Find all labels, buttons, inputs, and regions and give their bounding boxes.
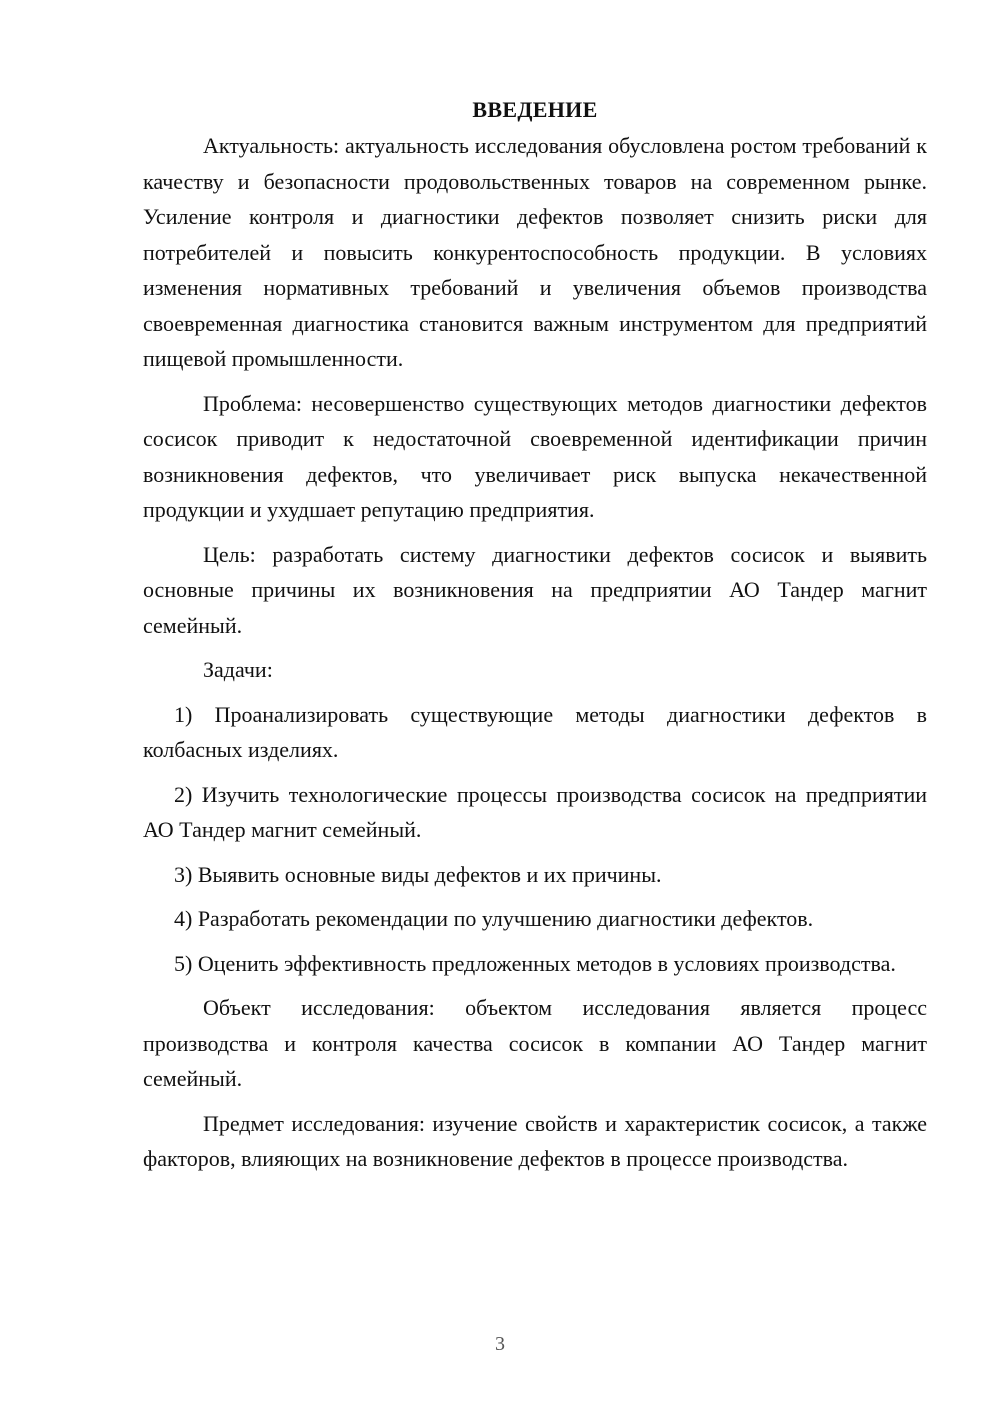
paragraph-subject: Предмет исследования: изучение свойств и характеристик сосисок, а также факторов, влияющих на возникновение дефектов в процессе производства. — [143, 1110, 927, 1171]
tasks-label: Задачи: — [203, 657, 273, 682]
page-number: 3 — [495, 1333, 505, 1355]
task-item-3: 3) Выявить основные виды дефектов и их причины. — [174, 861, 662, 887]
task-item-4: 4) Разработать рекомендации по улучшению диагностики дефектов. — [174, 906, 814, 931]
task-item-5: 5) Оценить эффективность предложенных методов в условиях производства. — [174, 950, 896, 976]
paragraph-relevance: Актуальность: актуальность исследования обусловлена ростом требований к качеству и безопасности продовольственных товаров на современном рынке. Усиление контроля и диагностики дефектов позволяет снизить риски для потребителей и повысить конкурентоспособность продукции. В условиях изменения нормативных требований и увеличения объемов производства своевременная диагностика становится важным инструментом для предприятий пищевой промышленности. — [143, 133, 927, 371]
document-page — [143, 92, 927, 1186]
paragraph-problem: Проблема: несовершенство существующих методов диагностики дефектов сосисок приводит к недостаточной своевременной идентификации причин возникновения дефектов, что увеличивает риск выпуска некачественной продукции и ухудшает репутацию предприятия. — [143, 390, 927, 522]
task-item-2: 2) Изучить технологические процессы производства сосисок на предприятии АО Тандер магнит семейный. — [143, 781, 927, 842]
task-item-1: 1) Проанализировать существующие методы диагностики дефектов в колбасных изделиях. — [143, 701, 927, 762]
paragraph-goal: Цель: разработать систему диагностики дефектов сосисок и выявить основные причины их возникновения на предприятии АО Тандер магнит семейный. — [143, 541, 927, 638]
paragraph-object: Объект исследования: объектом исследования является процесс производства и контроля качества сосисок в компании АО Тандер магнит семейный. — [143, 995, 927, 1091]
section-heading: ВВЕДЕНИЕ — [472, 97, 598, 122]
